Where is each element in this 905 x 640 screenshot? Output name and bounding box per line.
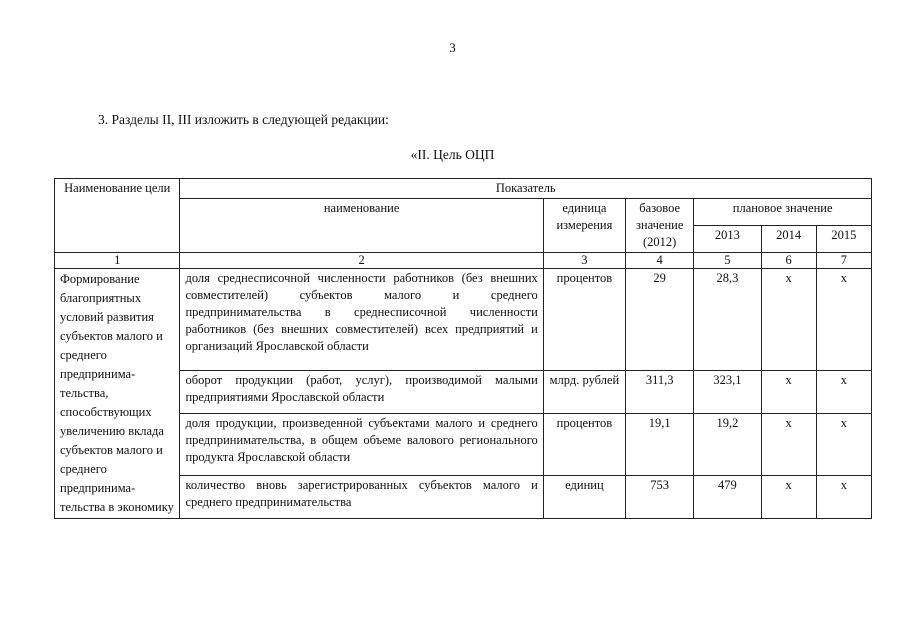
section-title: «II. Цель ОЦП [410, 147, 495, 162]
page-number: 3 [449, 40, 456, 55]
column-number: 1 [55, 253, 180, 269]
header-year-2015: 2015 [816, 226, 871, 253]
indicator-2013: 19,2 [694, 413, 761, 476]
indicator-2014: x [761, 370, 816, 413]
indicator-2015: x [816, 370, 871, 413]
indicator-2014: x [761, 269, 816, 371]
goal-indicators-table [54, 178, 872, 519]
column-number: 4 [626, 253, 694, 269]
column-number: 7 [816, 253, 871, 269]
indicator-name: количество вновь зарегистрированных субъектов малого и среднего предпринимательства [180, 476, 543, 519]
indicator-base: 29 [626, 269, 694, 371]
indicator-2015: x [816, 413, 871, 476]
column-number: 3 [543, 253, 625, 269]
column-number-row [55, 253, 872, 269]
header-planned-value: плановое значение [694, 199, 872, 226]
table-row [55, 269, 872, 371]
header-base-value: базовое значение (2012) [626, 199, 694, 253]
indicator-2014: x [761, 413, 816, 476]
header-indicator: Показатель [180, 179, 872, 199]
indicator-unit: процентов [543, 413, 625, 476]
indicator-name: доля среднесписочной численности работников (без внешних совместителей) субъектов малого и среднего предпринимательства в среднесписочной численности работников (без внешних совместителей) всех предприятий и организаций Ярославской области [180, 269, 543, 371]
indicator-2013: 323,1 [694, 370, 761, 413]
header-goal-name: Наименование цели [55, 179, 180, 253]
header-year-2013: 2013 [694, 226, 761, 253]
indicator-2015: x [816, 476, 871, 519]
indicator-base: 19,1 [626, 413, 694, 476]
indicator-2013: 28,3 [694, 269, 761, 371]
header-year-2014: 2014 [761, 226, 816, 253]
goal-name-cell: Формирование благоприятных условий развития субъектов малого и среднего предпринима-тельства, способствующих увеличению вклада субъектов малого и среднего предпринима-тельства в экономику [55, 269, 180, 519]
intro-text: 3. Разделы II, III изложить в следующей редакции: [98, 112, 389, 127]
indicator-unit: процентов [543, 269, 625, 371]
indicator-base: 311,3 [626, 370, 694, 413]
indicator-base: 753 [626, 476, 694, 519]
indicator-unit: млрд. рублей [543, 370, 625, 413]
indicator-2013: 479 [694, 476, 761, 519]
indicator-2015: x [816, 269, 871, 371]
column-number: 2 [180, 253, 543, 269]
indicator-2014: x [761, 476, 816, 519]
column-number: 5 [694, 253, 761, 269]
indicator-unit: единиц [543, 476, 625, 519]
indicator-name: оборот продукции (работ, услуг), производимой малыми предприятиями Ярославской области [180, 370, 543, 413]
column-number: 6 [761, 253, 816, 269]
header-unit: единица измерения [543, 199, 625, 253]
table-header-row-1 [55, 179, 872, 199]
indicator-name: доля продукции, произведенной субъектами малого и среднего предпринимательства, в общем объеме валового регионального продукта Ярославской области [180, 413, 543, 476]
header-name: наименование [180, 199, 543, 253]
